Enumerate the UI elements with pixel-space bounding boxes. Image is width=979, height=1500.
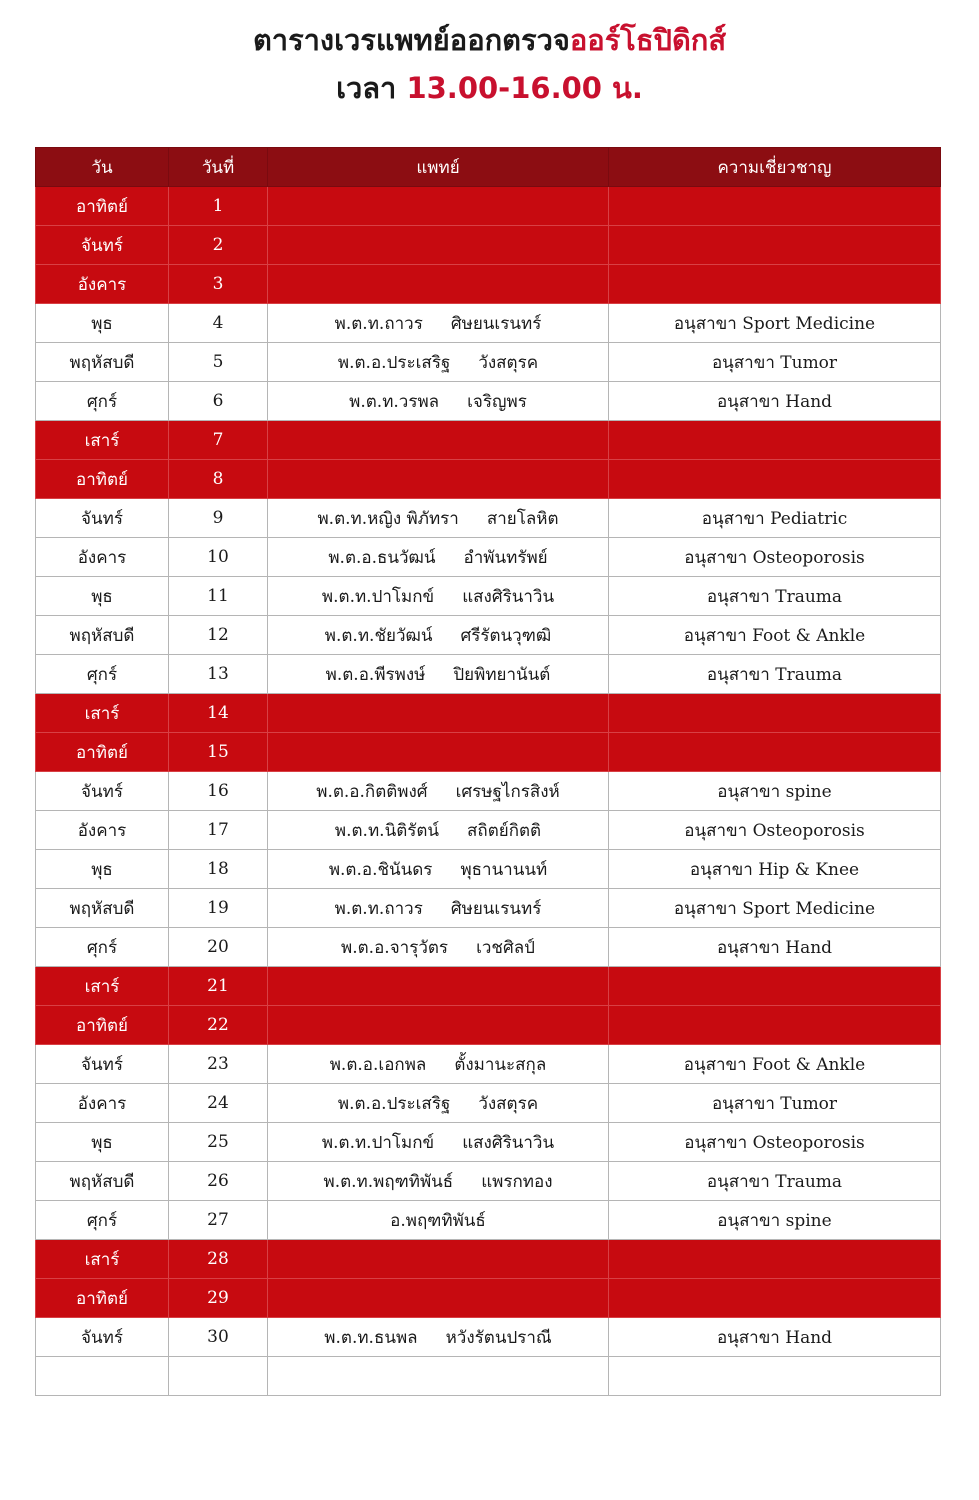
day-cell: พฤหัสบดี [36,1162,169,1201]
specialty-cell [609,1279,941,1318]
day-cell: ศุกร์ [36,1201,169,1240]
table-row [36,1201,941,1240]
specialty-cell [609,265,941,304]
doctor-surname: ศิษยนเรนทร์ [450,898,542,919]
date-cell: 9 [169,499,268,538]
table-row [36,343,941,382]
date-cell: 20 [169,928,268,967]
specialty-cell [609,1357,941,1396]
specialty-cell: อนุสาขา spine [609,1201,941,1240]
doctor-surname: เศรษฐไกรสิงห์ [455,781,560,802]
day-cell: เสาร์ [36,967,169,1006]
doctor-cell [268,1279,609,1318]
table-row-holiday [36,265,941,304]
doctor-cell [268,538,609,577]
specialty-cell: อนุสาขา Tumor [609,1084,941,1123]
day-cell: อังคาร [36,265,169,304]
day-cell: เสาร์ [36,694,169,733]
table-row [36,1123,941,1162]
doctor-surname: อำพันทรัพย์ [463,547,548,568]
doctor-cell [268,304,609,343]
doctor-title-name: พ.ต.ท.ชัยวัฒน์ [324,625,433,646]
date-cell: 6 [169,382,268,421]
table-row-empty [36,1357,941,1396]
day-cell: จันทร์ [36,226,169,265]
doctor-cell [268,772,609,811]
doctor-surname: ศิษยนเรนทร์ [450,313,542,334]
specialty-cell: อนุสาขา Hip & Knee [609,850,941,889]
date-cell: 2 [169,226,268,265]
table-row [36,304,941,343]
doctor-surname: วังสตุรค [478,352,539,373]
date-cell: 28 [169,1240,268,1279]
day-cell: จันทร์ [36,772,169,811]
specialty-cell: อนุสาขา Tumor [609,343,941,382]
doctor-cell [268,967,609,1006]
doctor-cell [268,694,609,733]
specialty-cell: อนุสาขา Trauma [609,1162,941,1201]
specialty-cell: อนุสาขา Pediatric [609,499,941,538]
table-row [36,577,941,616]
specialty-cell: อนุสาขา Sport Medicine [609,889,941,928]
doctor-surname: ปิยพิทยานันต์ [453,664,551,685]
doctor-title-name: พ.ต.ท.พฤฑทิพันธ์ [323,1171,454,1192]
day-cell: พุธ [36,850,169,889]
date-cell: 8 [169,460,268,499]
date-cell: 23 [169,1045,268,1084]
table-row-holiday [36,421,941,460]
date-cell [169,1357,268,1396]
specialty-cell [609,1240,941,1279]
day-cell: จันทร์ [36,1318,169,1357]
specialty-cell [609,1006,941,1045]
doctor-title-name: พ.ต.ท.หญิง พิภัทรา [317,508,459,529]
doctor-title-name: พ.ต.ท.วรพล [349,391,440,412]
date-cell: 17 [169,811,268,850]
date-cell: 7 [169,421,268,460]
date-cell: 11 [169,577,268,616]
table-row [36,811,941,850]
specialty-cell: อนุสาขา Hand [609,1318,941,1357]
specialty-cell: อนุสาขา Sport Medicine [609,304,941,343]
specialty-cell [609,421,941,460]
date-cell: 24 [169,1084,268,1123]
table-row-holiday [36,1006,941,1045]
date-cell: 29 [169,1279,268,1318]
doctor-cell [268,577,609,616]
date-cell: 5 [169,343,268,382]
day-cell: จันทร์ [36,499,169,538]
day-cell: พุธ [36,577,169,616]
schedule-table [35,147,941,1396]
doctor-surname: แพรกทอง [481,1171,553,1192]
table-row [36,538,941,577]
doctor-cell [268,421,609,460]
table-row [36,655,941,694]
header-date: วันที่ [169,148,268,187]
table-row [36,772,941,811]
table-row [36,616,941,655]
day-cell: พุธ [36,304,169,343]
day-cell: ศุกร์ [36,655,169,694]
doctor-cell [268,460,609,499]
table-row [36,1084,941,1123]
title-accent-department: ออร์โธปิดิกส์ [569,23,727,57]
doctor-surname: แสงศิรินาวิน [462,1132,555,1153]
day-cell: อาทิตย์ [36,733,169,772]
doctor-cell [268,1357,609,1396]
doctor-title-name: พ.ต.ท.ถาวร [334,898,423,919]
specialty-cell [609,967,941,1006]
doctor-title-name: พ.ต.อ.เอกพล [329,1054,427,1075]
doctor-surname: สายโลหิต [486,508,559,529]
specialty-cell: อนุสาขา Trauma [609,577,941,616]
day-cell: ศุกร์ [36,928,169,967]
specialty-cell [609,733,941,772]
day-cell: อังคาร [36,1084,169,1123]
day-cell: ศุกร์ [36,382,169,421]
doctor-cell [268,889,609,928]
day-cell: พฤหัสบดี [36,889,169,928]
time-range: 13.00-16.00 น. [406,71,643,105]
date-cell: 13 [169,655,268,694]
day-cell: จันทร์ [36,1045,169,1084]
doctor-cell [268,616,609,655]
doctor-cell [268,733,609,772]
specialty-cell: อนุสาขา Trauma [609,655,941,694]
doctor-title-name: พ.ต.อ.ธนวัฒน์ [328,547,436,568]
date-cell: 30 [169,1318,268,1357]
doctor-cell [268,1240,609,1279]
day-cell: พุธ [36,1123,169,1162]
specialty-cell: อนุสาขา Hand [609,382,941,421]
specialty-cell: อนุสาขา spine [609,772,941,811]
doctor-title-name: พ.ต.อ.พีรพงษ์ [325,664,426,685]
doctor-surname: สถิตย์กิตติ [467,820,542,841]
specialty-cell: อนุสาขา Foot & Ankle [609,1045,941,1084]
doctor-cell [268,1162,609,1201]
doctor-title-name: พ.ต.อ.ประเสริฐ [337,352,451,373]
page-title [0,18,979,114]
doctor-cell [268,1045,609,1084]
date-cell: 3 [169,265,268,304]
doctor-surname: วังสตุรค [478,1093,539,1114]
day-cell: อาทิตย์ [36,1279,169,1318]
date-cell: 14 [169,694,268,733]
date-cell: 21 [169,967,268,1006]
doctor-cell [268,1318,609,1357]
doctor-cell [268,850,609,889]
day-cell [36,1357,169,1396]
date-cell: 16 [169,772,268,811]
header-doctor: แพทย์ [268,148,609,187]
doctor-title-name: พ.ต.ท.ปาโมกข์ [321,1132,435,1153]
doctor-cell [268,382,609,421]
date-cell: 18 [169,850,268,889]
title-line-2 [0,62,979,114]
table-row [36,1162,941,1201]
doctor-title-name: พ.ต.ท.ปาโมกข์ [321,586,435,607]
date-cell: 22 [169,1006,268,1045]
day-cell: อาทิตย์ [36,1006,169,1045]
doctor-cell [268,265,609,304]
specialty-cell [609,187,941,226]
specialty-cell [609,460,941,499]
doctor-cell [268,655,609,694]
table-row [36,382,941,421]
doctor-surname: เวชศิลป์ [476,937,535,958]
table-row-holiday [36,187,941,226]
table-row [36,1045,941,1084]
doctor-title-name: พ.ต.ท.นิติรัตน์ [334,820,440,841]
table-row [36,850,941,889]
doctor-surname: แสงศิรินาวิน [462,586,555,607]
day-cell: พฤหัสบดี [36,616,169,655]
day-cell: อาทิตย์ [36,187,169,226]
day-cell: เสาร์ [36,421,169,460]
header-specialty: ความเชี่ยวชาญ [609,148,941,187]
doctor-title-name: พ.ต.ท.ถาวร [334,313,423,334]
doctor-surname: หวังรัตนปราณี [445,1327,552,1348]
doctor-title-name: พ.ต.อ.ประเสริฐ [337,1093,451,1114]
specialty-cell: อนุสาขา Foot & Ankle [609,616,941,655]
day-cell: อังคาร [36,538,169,577]
doctor-title-name: พ.ต.อ.กิตติพงศ์ [316,781,428,802]
schedule-rows [36,187,941,1396]
day-cell: อาทิตย์ [36,460,169,499]
doctor-cell [268,1084,609,1123]
header-day: วัน [36,148,169,187]
doctor-title-name: พ.ต.อ.จารุวัตร [341,937,449,958]
day-cell: พฤหัสบดี [36,343,169,382]
doctor-cell [268,1201,609,1240]
specialty-cell [609,226,941,265]
doctor-cell [268,1006,609,1045]
table-row [36,928,941,967]
date-cell: 12 [169,616,268,655]
doctor-surname: ศรีรัตนวุฑฒิ [460,625,552,646]
doctor-cell [268,226,609,265]
day-cell: อังคาร [36,811,169,850]
doctor-title-name: อ.พฤฑทิพันธ์ [390,1210,486,1231]
specialty-cell [609,694,941,733]
doctor-cell [268,928,609,967]
specialty-cell: อนุสาขา Hand [609,928,941,967]
date-cell: 1 [169,187,268,226]
table-row [36,499,941,538]
title-prefix: ตารางเวรแพทย์ออกตรวจ [252,23,570,57]
time-label: เวลา [336,71,407,105]
specialty-cell: อนุสาขา Osteoporosis [609,1123,941,1162]
table-row [36,1318,941,1357]
doctor-cell [268,499,609,538]
doctor-cell [268,1123,609,1162]
doctor-surname: เจริญพร [467,391,527,412]
table-row-holiday [36,967,941,1006]
doctor-cell [268,187,609,226]
date-cell: 25 [169,1123,268,1162]
day-cell: เสาร์ [36,1240,169,1279]
date-cell: 27 [169,1201,268,1240]
table-row-holiday [36,226,941,265]
date-cell: 19 [169,889,268,928]
doctor-cell [268,343,609,382]
table-row-holiday [36,1279,941,1318]
date-cell: 4 [169,304,268,343]
specialty-cell: อนุสาขา Osteoporosis [609,538,941,577]
doctor-cell [268,811,609,850]
table-header-row [36,148,941,187]
date-cell: 26 [169,1162,268,1201]
table-row-holiday [36,460,941,499]
table-row [36,889,941,928]
doctor-title-name: พ.ต.อ.ชินันดร [328,859,433,880]
table-row-holiday [36,733,941,772]
specialty-cell: อนุสาขา Osteoporosis [609,811,941,850]
doctor-surname: พุธานานนท์ [460,859,548,880]
date-cell: 15 [169,733,268,772]
title-line-1 [0,18,979,62]
table-row-holiday [36,1240,941,1279]
doctor-title-name: พ.ต.ท.ธนพล [324,1327,418,1348]
doctor-surname: ตั้งมานะสกุล [454,1054,547,1075]
table-row-holiday [36,694,941,733]
date-cell: 10 [169,538,268,577]
